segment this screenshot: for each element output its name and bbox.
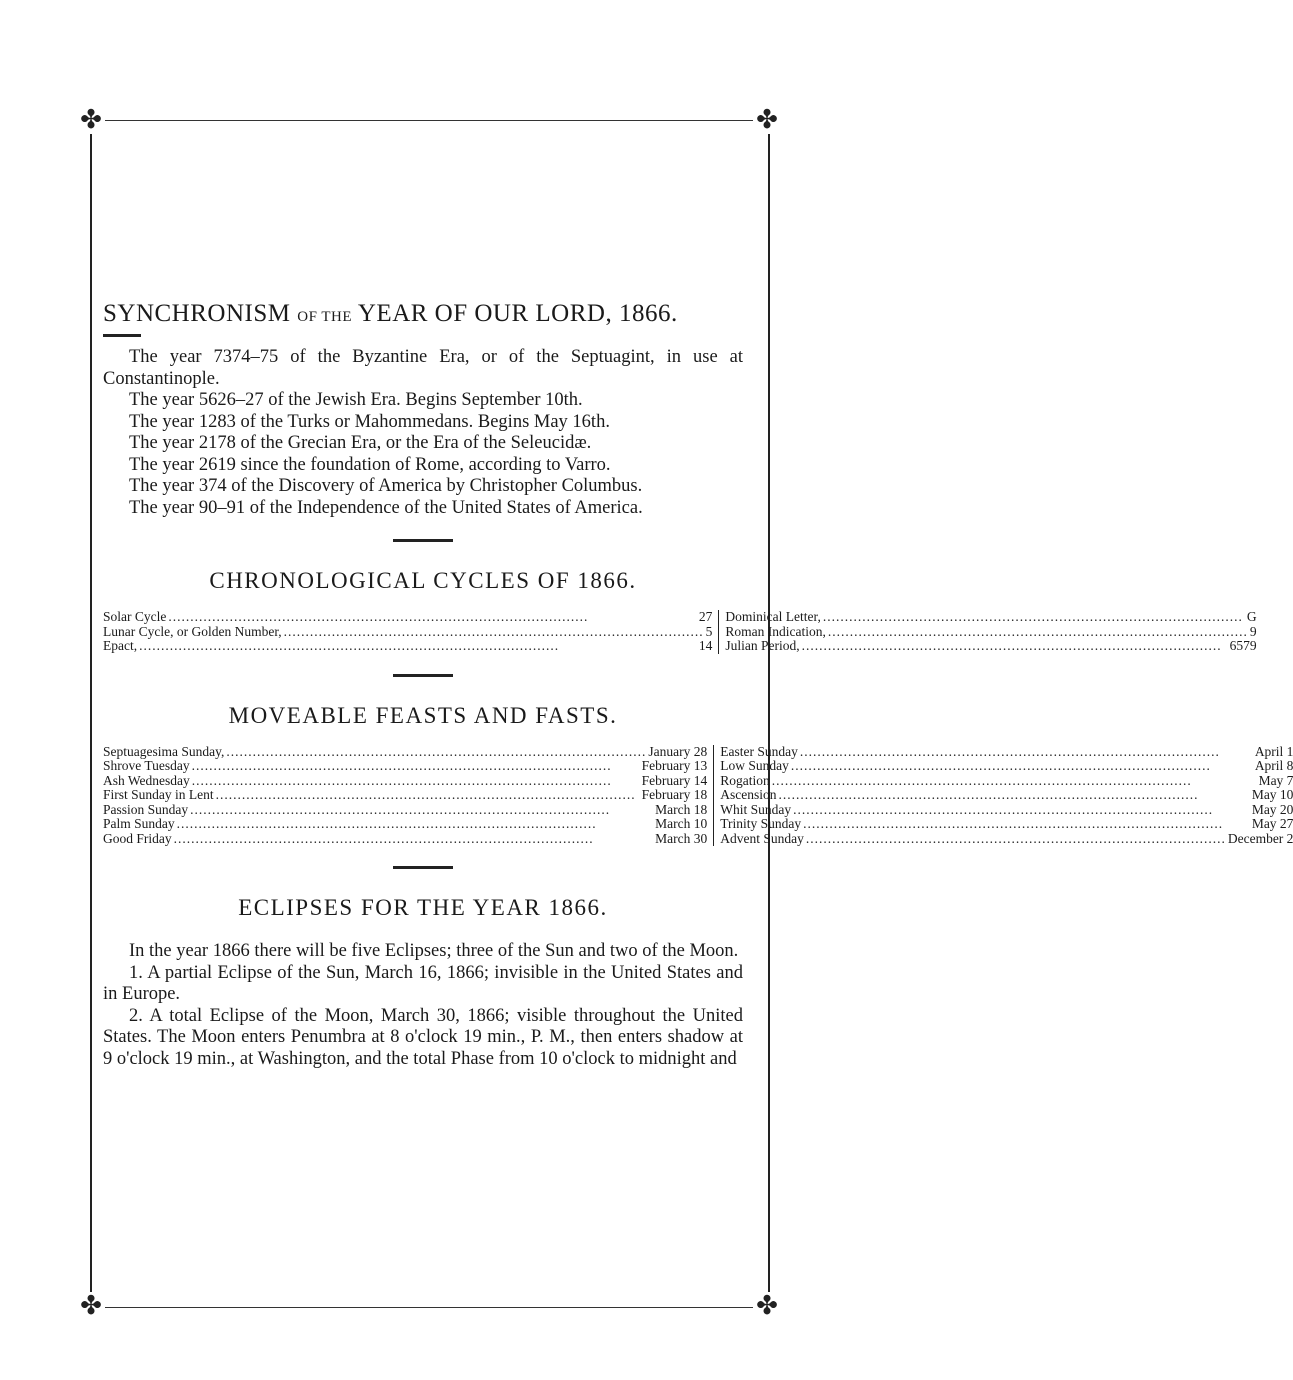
leader-dots	[778, 788, 1249, 803]
row-label: Passion Sunday	[103, 801, 189, 817]
row-value: April 8	[1254, 758, 1293, 773]
paragraph: The year 5626–27 of the Jewish Era. Begins September 10th.	[129, 390, 583, 410]
leader-dots	[190, 803, 653, 818]
fleuron-icon: ✤	[77, 106, 105, 134]
title-part: SYNCHRONISM	[103, 300, 298, 327]
fleuron-icon: ✤	[753, 106, 781, 134]
table-row	[720, 745, 1293, 760]
row-value: 9	[1249, 623, 1257, 639]
paragraph: The year 1283 of the Turks or Mahommedans. Begins May 16th.	[129, 411, 610, 432]
feasts-left-column	[103, 745, 714, 847]
table-row	[103, 639, 712, 654]
table-row	[725, 610, 1256, 625]
row-label: Good Friday	[103, 830, 172, 846]
eclipses-paragraphs	[103, 941, 743, 1070]
synchronism-paragraphs	[103, 347, 743, 519]
feasts-table	[103, 743, 1293, 847]
fleuron-icon: ✤	[753, 1292, 781, 1320]
leader-dots	[828, 625, 1248, 640]
leader-dots	[800, 745, 1253, 760]
row-label: Rogation	[720, 772, 770, 788]
row-value: 6579	[1229, 638, 1257, 653]
leader-dots	[793, 803, 1250, 818]
row-label: Trinity Sunday	[720, 816, 802, 831]
section-divider	[393, 674, 453, 677]
leader-dots	[177, 817, 653, 832]
row-label: Septuagesima Sunday,	[103, 743, 225, 759]
row-value: January 28	[648, 743, 708, 759]
row-value: February 13	[641, 758, 708, 773]
row-label: Low Sunday	[720, 758, 789, 773]
row-value: March 30	[655, 830, 708, 846]
table-row	[720, 788, 1293, 803]
row-label: Solar Cycle	[103, 609, 167, 624]
row-value: December 2	[1227, 830, 1293, 846]
row-label: Shrove Tuesday	[103, 758, 190, 773]
row-value: 5	[705, 623, 713, 639]
paragraph: The year 7374–75 of the Byzantine Era, or of the Septuagint, in use at Constantinople.	[103, 347, 743, 389]
cycles-right-column	[719, 610, 1256, 654]
paragraph: In the year 1866 there will be five Eclipses; three of the Sun and two of the Moon.	[129, 941, 739, 961]
cycles-left-column	[103, 610, 719, 654]
table-row	[103, 625, 712, 640]
table-row	[720, 832, 1293, 847]
table-row	[103, 774, 707, 789]
leader-dots	[791, 759, 1253, 774]
leader-dots	[284, 625, 704, 640]
paragraph: The year 2178 of the Grecian Era, or the Era of the Seleucidæ.	[129, 433, 592, 453]
row-label: Easter Sunday	[720, 743, 798, 759]
paragraph: The year 374 of the Discovery of America by Christopher Columbus.	[129, 476, 643, 496]
leader-dots	[806, 832, 1226, 847]
row-value: May 7	[1258, 772, 1293, 788]
table-row	[103, 803, 707, 818]
row-value: May 27	[1251, 816, 1293, 831]
leader-dots	[216, 788, 640, 803]
row-label: First Sunday in Lent	[103, 787, 214, 802]
row-label: Advent Sunday	[720, 830, 804, 846]
row-value: April 1	[1254, 743, 1293, 759]
feasts-title: MOVEABLE FEASTS AND FASTS.	[228, 702, 618, 728]
row-label: Lunar Cycle, or Golden Number,	[103, 623, 282, 639]
table-row	[720, 803, 1293, 818]
row-value: May 10	[1251, 787, 1293, 802]
fleuron-icon: ✤	[77, 1292, 105, 1320]
leader-dots	[803, 817, 1250, 832]
row-label: Julian Period,	[725, 638, 800, 653]
paragraph: The year 2619 since the foundation of Rome, according to Varro.	[129, 454, 611, 475]
table-row	[103, 788, 707, 803]
table-row	[103, 610, 712, 625]
row-value: G	[1246, 609, 1257, 624]
table-row	[725, 625, 1256, 640]
section-divider	[393, 539, 453, 542]
row-label: Palm Sunday	[103, 816, 175, 831]
table-row	[103, 817, 707, 832]
cycles-table	[103, 609, 1257, 654]
leader-dots	[139, 639, 697, 654]
row-label: Epact,	[103, 638, 138, 653]
row-value: 27	[698, 609, 713, 624]
leader-dots	[174, 832, 653, 847]
eclipses-title: ECLIPSES FOR THE YEAR 1866.	[238, 895, 608, 920]
feasts-right-column	[714, 745, 1293, 847]
leader-dots	[168, 610, 697, 625]
row-label: Ascension	[720, 787, 777, 802]
page-content	[103, 300, 1293, 1070]
leader-dots	[823, 610, 1245, 625]
title-part: YEAR OF OUR LORD, 1866.	[352, 300, 678, 327]
row-label: Whit Sunday	[720, 801, 792, 817]
paragraph: 2. A total Eclipse of the Moon, March 30, 1866; visible throughout the United States. The Moon enters Penumbra at 8 o'clock 19 min., P. M., then enters shadow at 9 o'clock 19 min., at Washington, and the total Phase from 10 o'clock to midnight and	[103, 1005, 743, 1069]
row-label: Ash Wednesday	[103, 772, 190, 788]
leader-dots	[226, 745, 646, 760]
row-value: February 18	[641, 787, 708, 802]
row-value: May 20	[1251, 801, 1293, 817]
row-label: Roman Indication,	[725, 623, 826, 639]
title-underline	[103, 334, 141, 337]
paragraph: 1. A partial Eclipse of the Sun, March 16, 1866; invisible in the United States and in Europe.	[103, 962, 743, 1004]
paragraph: The year 90–91 of the Independence of the United States of America.	[129, 497, 643, 518]
row-value: March 18	[655, 801, 708, 817]
row-label: Dominical Letter,	[725, 609, 821, 624]
table-row	[720, 759, 1293, 774]
leader-dots	[192, 774, 640, 789]
table-row	[720, 817, 1293, 832]
row-value: February 14	[641, 772, 708, 788]
table-row	[103, 832, 707, 847]
table-row	[725, 639, 1256, 654]
leader-dots	[772, 774, 1257, 789]
table-row	[103, 745, 707, 760]
table-row	[720, 774, 1293, 789]
leader-dots	[802, 639, 1228, 654]
leader-dots	[192, 759, 640, 774]
title-part-small: OF THE	[297, 309, 353, 325]
section-divider	[393, 866, 453, 869]
cycles-title: CHRONOLOGICAL CYCLES OF 1866.	[209, 568, 637, 593]
row-value: 14	[698, 638, 713, 653]
table-row	[103, 759, 707, 774]
row-value: March 10	[655, 816, 708, 831]
synchronism-title	[103, 300, 743, 328]
